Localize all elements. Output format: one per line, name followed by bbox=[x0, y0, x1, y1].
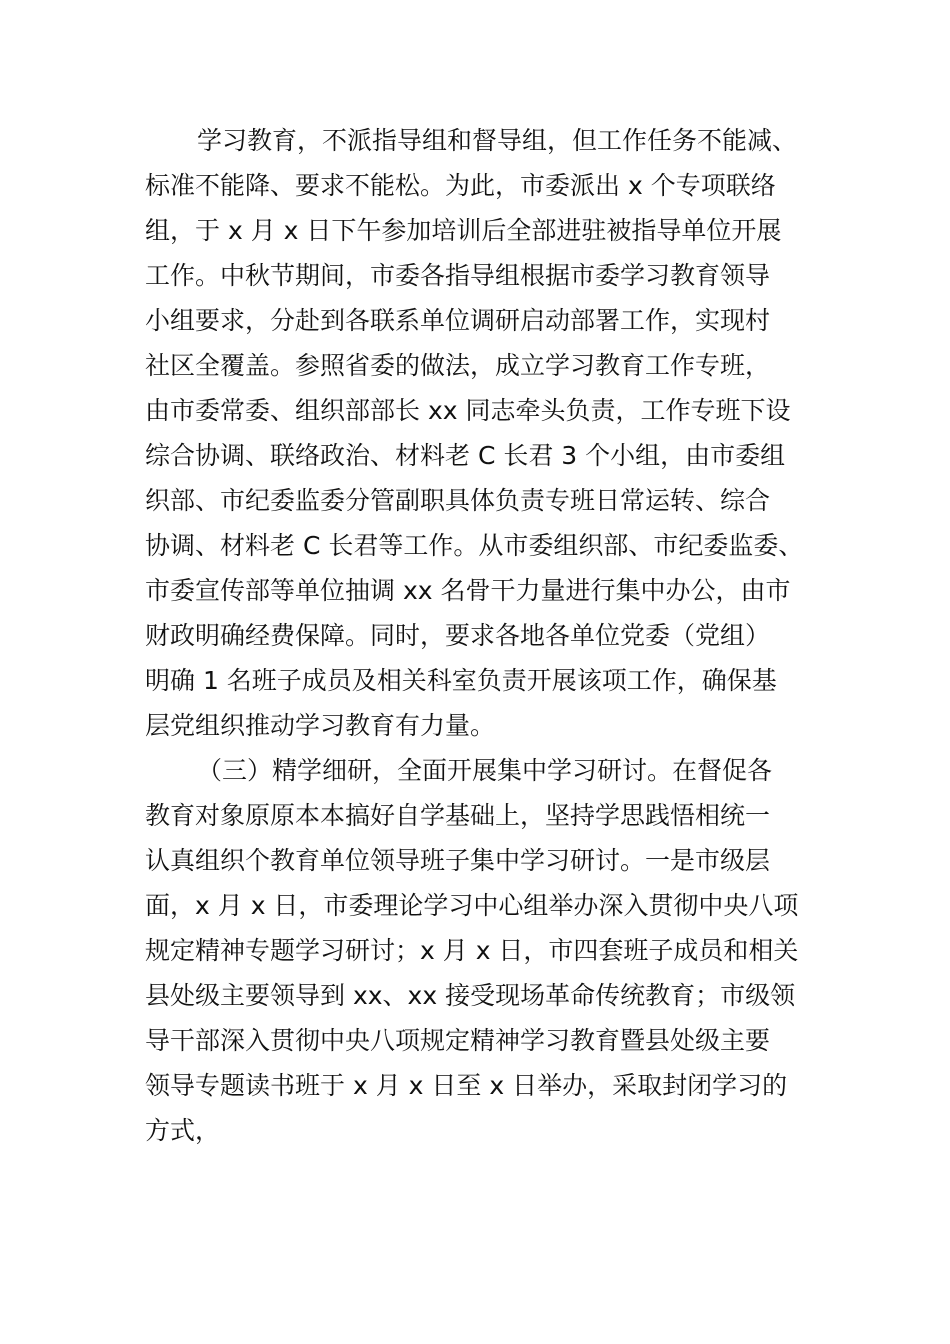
paragraph-line: 工作。中秋节期间，市委各指导组根据市委学习教育领导 bbox=[145, 261, 771, 290]
paragraph-line: 方式， bbox=[145, 1116, 221, 1145]
paragraph-line: 协调、材料老 C 长君等工作。从市委组织部、市纪委监委、 bbox=[145, 531, 804, 560]
paragraph-line: 标准不能降、要求不能松。为此，市委派出 x 个专项联络 bbox=[145, 171, 776, 200]
paragraph-line: 县处级主要领导到 xx、xx 接受现场革命传统教育；市级领 bbox=[145, 981, 796, 1010]
paragraph-line: （三）精学细研，全面开展集中学习研讨。在督促各 bbox=[197, 756, 773, 785]
paragraph-line: 领导专题读书班于 x 月 x 日至 x 日举办，采取封闭学习的 bbox=[145, 1071, 788, 1100]
paragraph-line: 综合协调、联络政治、材料老 C 长君 3 个小组，由市委组 bbox=[145, 441, 786, 470]
paragraph-line: 认真组织个教育单位领导班子集中学习研讨。一是市级层 bbox=[145, 846, 771, 875]
paragraph-line: 层党组织推动学习教育有力量。 bbox=[145, 711, 496, 740]
paragraph-1 bbox=[145, 118, 825, 748]
paragraph-line: 市委宣传部等单位抽调 xx 名骨干力量进行集中办公，由市 bbox=[145, 576, 791, 605]
paragraph-line: 教育对象原原本本搞好自学基础上，坚持学思践悟相统一 bbox=[145, 801, 771, 830]
paragraph-line: 面，x 月 x 日，市委理论学习中心组举办深入贯彻中央八项 bbox=[145, 891, 799, 920]
paragraph-line: 规定精神专题学习研讨；x 月 x 日，市四套班子成员和相关 bbox=[145, 936, 799, 965]
paragraph-line: 组，于 x 月 x 日下午参加培训后全部进驻被指导单位开展 bbox=[145, 216, 782, 245]
paragraph-line: 由市委常委、组织部部长 xx 同志牵头负责，工作专班下设 bbox=[145, 396, 791, 425]
paragraph-line: 明确 1 名班子成员及相关科室负责开展该项工作，确保基 bbox=[145, 666, 777, 695]
paragraph-line: 小组要求，分赴到各联系单位调研启动部署工作，实现村 bbox=[145, 306, 771, 335]
paragraph-line: 财政明确经费保障。同时，要求各地各单位党委（党组） bbox=[145, 621, 771, 650]
paragraph-line: 导干部深入贯彻中央八项规定精神学习教育暨县处级主要 bbox=[145, 1026, 771, 1055]
paragraph-2 bbox=[145, 748, 825, 1153]
document-body bbox=[145, 118, 825, 1153]
paragraph-line: 织部、市纪委监委分管副职具体负责专班日常运转、综合 bbox=[145, 486, 771, 515]
paragraph-line: 学习教育，不派指导组和督导组，但工作任务不能减、 bbox=[197, 126, 798, 155]
paragraph-line: 社区全覆盖。参照省委的做法，成立学习教育工作专班， bbox=[145, 351, 771, 380]
